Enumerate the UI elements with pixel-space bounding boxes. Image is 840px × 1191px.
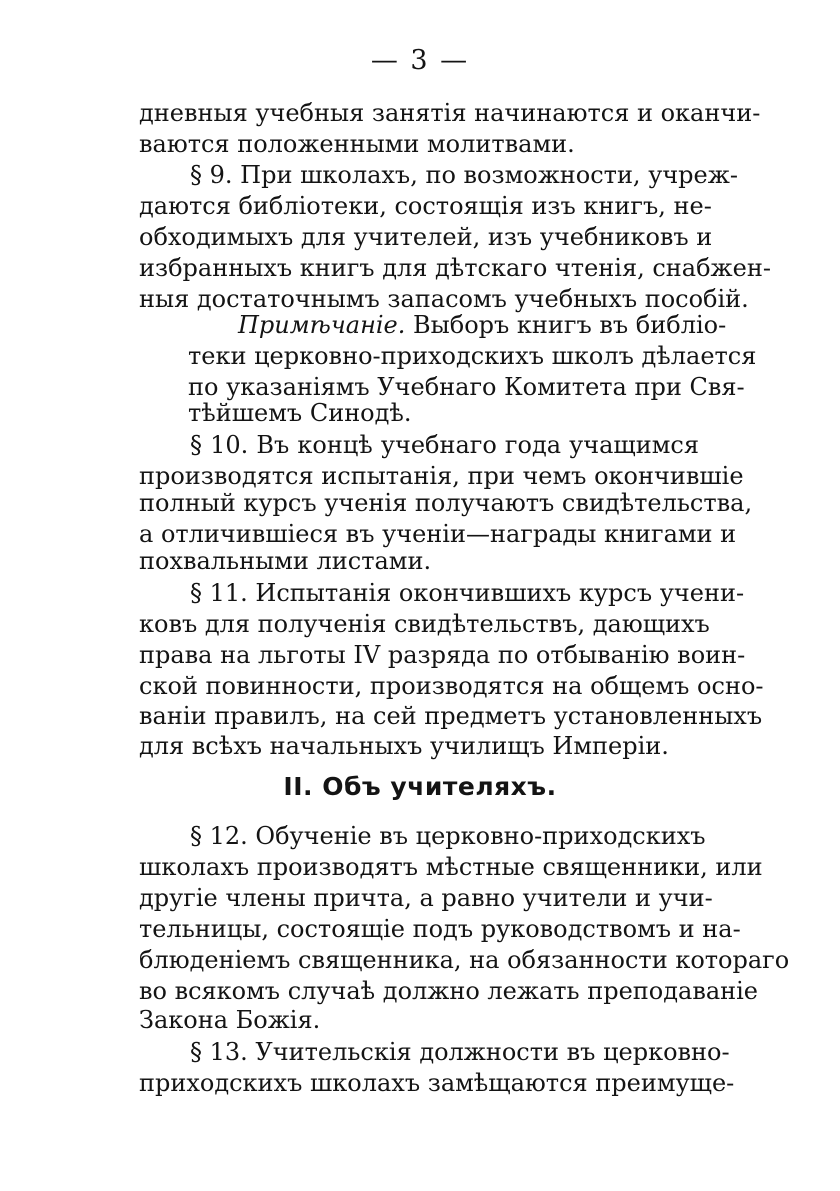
paragraph-9-line: избранныхъ книгъ для дѣтскаго чтенія, снабжен- — [139, 254, 771, 282]
paragraph-9-line: § 9. При школахъ, по возможности, учреж- — [190, 161, 738, 189]
paragraph-12-line: другіе члены причта, а равно учители и учи- — [139, 884, 713, 912]
paragraph-13-line: § 13. Учительскія должности въ церковно- — [190, 1038, 730, 1066]
paragraph-11-line: для всѣхъ начальныхъ училищъ Имперіи. — [139, 732, 669, 760]
paragraph-9-line: ныя достаточнымъ запасомъ учебныхъ пособій. — [139, 285, 749, 313]
paragraph-11-line: § 11. Испытанія окончившихъ курсъ учени- — [190, 579, 745, 607]
paragraph-10-line: производятся испытанія, при чемъ окончившіе — [139, 462, 744, 490]
paragraph-12-line: тельницы, состоящіе подъ руководствомъ и на- — [139, 915, 741, 943]
paragraph-10-line: а отличившіеся въ ученіи—награды книгами и — [139, 520, 737, 548]
paragraph-12-line: Закона Божія. — [139, 1006, 321, 1034]
section-heading: II. Объ учителяхъ. — [283, 772, 557, 801]
note-first-line — [238, 310, 727, 340]
note-first-text: Выборъ книгъ въ библіо- — [413, 311, 727, 339]
paragraph-12-line: во всякомъ случаѣ должно лежать преподаваніе — [139, 977, 759, 1005]
paragraph-12-line: школахъ производятъ мѣстные священники, или — [139, 853, 763, 881]
note-label: Примѣчаніе. — [238, 311, 406, 339]
paragraph-13-line: приходскихъ школахъ замѣщаются преимуще- — [139, 1069, 735, 1097]
paragraph-9-line: обходимыхъ для учителей, изъ учебниковъ и — [139, 223, 713, 251]
paragraph-10-line: § 10. Въ концѣ учебнаго года учащимся — [190, 431, 699, 459]
paragraph-11-line: ваніи правилъ, на сей предметъ установленныхъ — [139, 702, 763, 730]
paragraph-10-line: похвальными листами. — [139, 547, 432, 575]
paragraph-12-line: блюденіемъ священника, на обязанности котораго — [139, 946, 790, 974]
paragraph-9-line: даются библіотеки, состоящія изъ книгъ, не- — [139, 192, 712, 220]
text-line: ваются положенными молитвами. — [139, 130, 575, 158]
paragraph-11-line: ской повинности, производятся на общемъ осно- — [139, 672, 764, 700]
page-number: — 3 — — [370, 45, 470, 76]
paragraph-12-line: § 12. Обученіе въ церковно-приходскихъ — [190, 822, 706, 850]
note-line: теки церковно-приходскихъ школъ дѣлается — [188, 342, 757, 370]
paragraph-11-line: ковъ для полученія свидѣтельствъ, дающихъ — [139, 610, 710, 638]
paragraph-10-line: полный курсъ ученія получаютъ свидѣтельства, — [139, 489, 753, 517]
note-line: тѣйшемъ Синодѣ. — [188, 399, 412, 427]
paragraph-11-line: права на льготы IV разряда по отбыванію воин- — [139, 641, 746, 669]
note-line: по указаніямъ Учебнаго Комитета при Свя- — [188, 373, 745, 401]
text-line: дневныя учебныя занятія начинаются и оканчи- — [139, 99, 761, 127]
